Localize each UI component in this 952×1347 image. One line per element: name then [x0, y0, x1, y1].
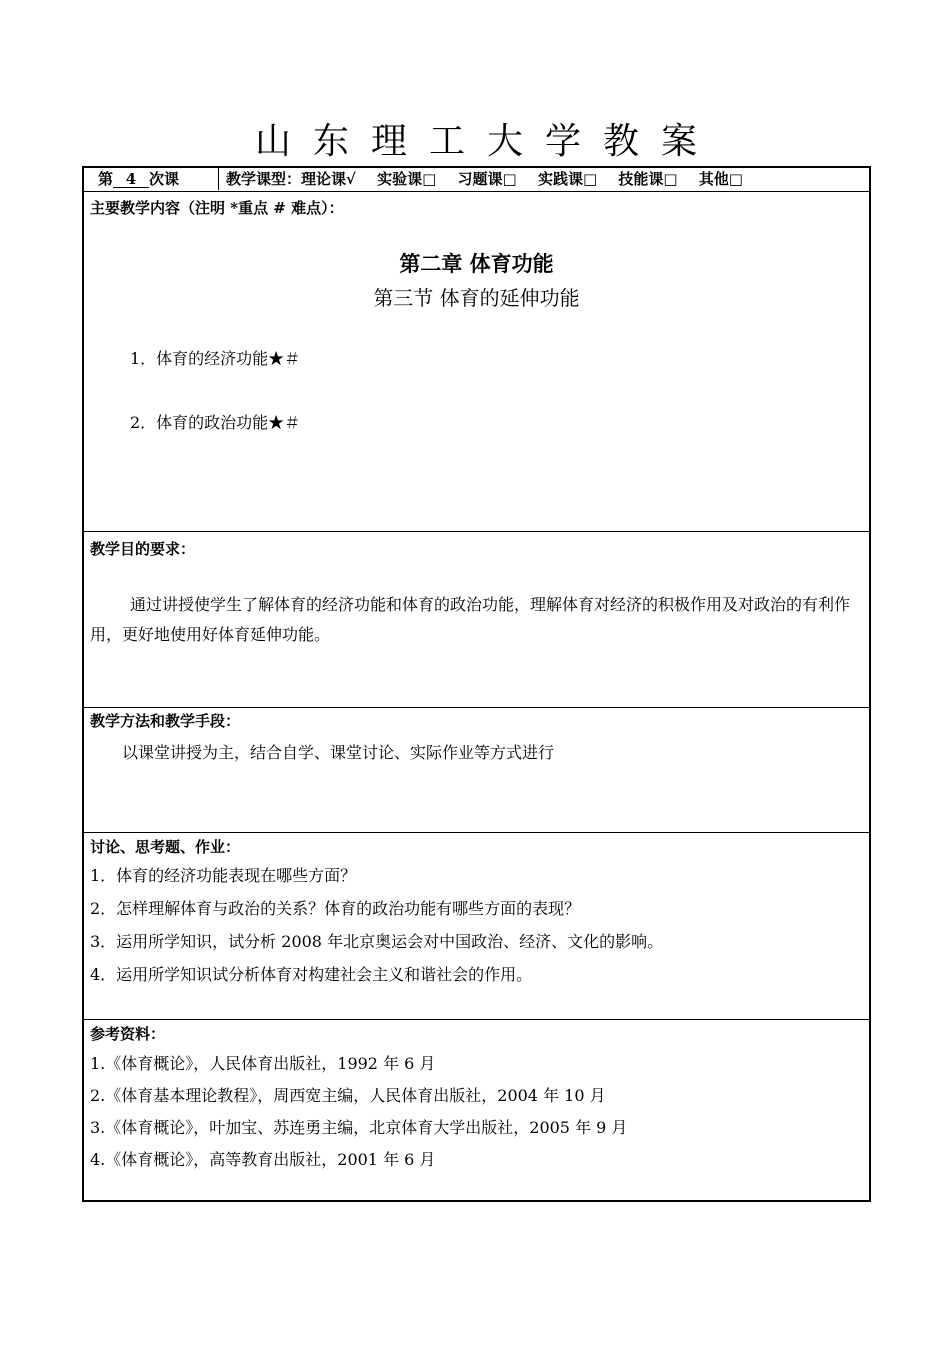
reference-item: 2.《体育基本理论教程》，周西宽主编，人民体育出版社，2004 年 10 月 [90, 1086, 606, 1105]
lesson-number-cell [84, 168, 219, 190]
methods-label: 教学方法和教学手段： [90, 712, 241, 730]
reference-item: 1.《体育概论》，人民体育出版社，1992 年 6 月 [90, 1054, 436, 1073]
course-type-exercise: 习题课□ [457, 170, 517, 188]
content-item: 1．体育的经济功能★＃ [130, 349, 301, 368]
discussion-section [84, 833, 869, 1020]
course-type-theory: 教学课型：理论课√ [226, 170, 356, 188]
lesson-prefix: 第 [98, 170, 114, 188]
course-type-skill: 技能课□ [618, 170, 678, 188]
course-type-other: 其他□ [698, 170, 743, 188]
course-type-practice: 实践课□ [537, 170, 598, 188]
lesson-number: 4 [113, 171, 149, 188]
references-label: 参考资料： [90, 1025, 166, 1043]
reference-item: 3.《体育概论》，叶加宝、苏连勇主编，北京体育大学出版社，2005 年 9 月 [90, 1118, 628, 1137]
discussion-item: 2．怎样理解体育与政治的关系？体育的政治功能有哪些方面的表现？ [90, 899, 581, 918]
objectives-section [84, 532, 869, 708]
discussion-item: 3．运用所学知识，试分析 2008 年北京奥运会对中国政治、经济、文化的影响。 [90, 932, 664, 951]
methods-text: 以课堂讲授为主，结合自学、课堂讨论、实际作业等方式进行 [122, 743, 555, 762]
course-type-lab: 实验课□ [377, 170, 437, 188]
content-label: 主要教学内容（注明 *重点 # 难点）： [90, 199, 344, 217]
objectives-text: 通过讲授使学生了解体育的经济功能和体育的政治功能，理解体育对经济的积极作用及对政治的有利作用，更好地使用好体育延伸功能。 [90, 595, 851, 644]
objectives-label: 教学目的要求： [90, 540, 196, 558]
content-item: 2．体育的政治功能★＃ [130, 413, 301, 432]
references-section [84, 1020, 869, 1200]
content-section [84, 192, 869, 532]
chapter-title: 第二章 体育功能 [399, 251, 554, 276]
reference-item: 4.《体育概论》，高等教育出版社，2001 年 6 月 [90, 1150, 436, 1169]
discussion-item: 1．体育的经济功能表现在哪些方面？ [90, 866, 357, 885]
methods-section [84, 708, 869, 833]
header-row [84, 168, 869, 192]
course-type-cell [226, 168, 869, 190]
discussion-item: 4．运用所学知识试分析体育对构建社会主义和谐社会的作用。 [90, 965, 533, 984]
section-title: 第三节 体育的延伸功能 [373, 286, 580, 310]
page-title: 山东理工大学教案 [254, 121, 719, 162]
lesson-suffix: 次课 [149, 170, 180, 188]
lesson-plan-table [82, 166, 871, 1202]
discussion-label: 讨论、思考题、作业： [90, 838, 241, 856]
